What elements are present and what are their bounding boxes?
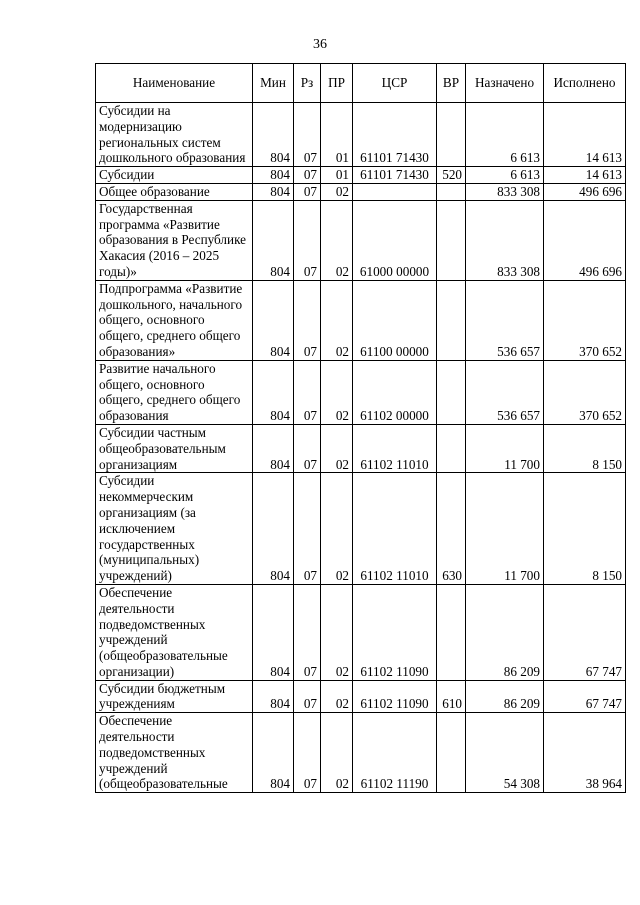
table-row <box>96 183 626 200</box>
row-vr <box>437 713 466 793</box>
table-row <box>96 200 626 280</box>
row-vr <box>437 183 466 200</box>
row-csr: 61101 71430 <box>353 167 437 184</box>
row-pr: 02 <box>321 713 353 793</box>
row-executed: 496 696 <box>544 183 626 200</box>
row-min: 804 <box>253 424 294 472</box>
row-csr <box>353 183 437 200</box>
row-pr: 02 <box>321 360 353 424</box>
row-rz: 07 <box>294 584 321 680</box>
row-name: Развитие начального общего, основного общего, среднего общего образования <box>96 360 253 424</box>
row-rz: 07 <box>294 280 321 360</box>
row-name: Государственная программа «Развитие образования в Республике Хакасия (2016 – 2025 годы)» <box>96 200 253 280</box>
row-min: 804 <box>253 360 294 424</box>
row-executed: 67 747 <box>544 584 626 680</box>
row-assigned: 833 308 <box>466 183 544 200</box>
header-executed: Исполнено <box>544 64 626 103</box>
row-min: 804 <box>253 103 294 167</box>
row-min: 804 <box>253 183 294 200</box>
header-vr: ВР <box>437 64 466 103</box>
table-row <box>96 167 626 184</box>
row-name: Субсидии <box>96 167 253 184</box>
row-vr <box>437 360 466 424</box>
row-csr: 61100 00000 <box>353 280 437 360</box>
row-assigned: 86 209 <box>466 680 544 713</box>
row-executed: 8 150 <box>544 424 626 472</box>
row-executed: 14 613 <box>544 103 626 167</box>
row-name: Субсидии на модернизацию региональных систем дошкольного образования <box>96 103 253 167</box>
row-name: Подпрограмма «Развитие дошкольного, начального общего, основного общего, среднего общего образования» <box>96 280 253 360</box>
row-executed: 496 696 <box>544 200 626 280</box>
row-assigned: 6 613 <box>466 103 544 167</box>
row-name: Обеспечение деятельности подведомственных учреждений (общеобразовательные <box>96 713 253 793</box>
table-row <box>96 584 626 680</box>
row-executed: 370 652 <box>544 360 626 424</box>
row-executed: 14 613 <box>544 167 626 184</box>
row-vr: 630 <box>437 473 466 585</box>
table-row <box>96 280 626 360</box>
header-name: Наименование <box>96 64 253 103</box>
row-vr: 520 <box>437 167 466 184</box>
table-row <box>96 424 626 472</box>
row-assigned: 536 657 <box>466 280 544 360</box>
budget-table <box>95 63 626 793</box>
row-assigned: 536 657 <box>466 360 544 424</box>
table-header-row <box>96 64 626 103</box>
row-assigned: 11 700 <box>466 473 544 585</box>
row-vr <box>437 103 466 167</box>
row-rz: 07 <box>294 680 321 713</box>
row-min: 804 <box>253 680 294 713</box>
row-csr: 61102 11010 <box>353 424 437 472</box>
table-row <box>96 360 626 424</box>
row-assigned: 54 308 <box>466 713 544 793</box>
row-vr <box>437 280 466 360</box>
header-csr: ЦСР <box>353 64 437 103</box>
row-csr: 61102 11190 <box>353 713 437 793</box>
row-pr: 02 <box>321 680 353 713</box>
row-executed: 67 747 <box>544 680 626 713</box>
row-rz: 07 <box>294 103 321 167</box>
row-rz: 07 <box>294 167 321 184</box>
header-assigned: Назначено <box>466 64 544 103</box>
header-min: Мин <box>253 64 294 103</box>
row-assigned: 833 308 <box>466 200 544 280</box>
row-min: 804 <box>253 167 294 184</box>
row-rz: 07 <box>294 713 321 793</box>
row-rz: 07 <box>294 200 321 280</box>
table-row <box>96 473 626 585</box>
row-min: 804 <box>253 473 294 585</box>
row-rz: 07 <box>294 183 321 200</box>
row-executed: 370 652 <box>544 280 626 360</box>
row-min: 804 <box>253 200 294 280</box>
row-rz: 07 <box>294 473 321 585</box>
row-min: 804 <box>253 713 294 793</box>
row-pr: 02 <box>321 473 353 585</box>
page-number: 36 <box>313 37 327 52</box>
row-executed: 38 964 <box>544 713 626 793</box>
row-csr: 61102 00000 <box>353 360 437 424</box>
row-min: 804 <box>253 280 294 360</box>
table-row <box>96 680 626 713</box>
row-assigned: 86 209 <box>466 584 544 680</box>
table-row <box>96 713 626 793</box>
row-name: Обеспечение деятельности подведомственных учреждений (общеобразовательные организации) <box>96 584 253 680</box>
row-executed: 8 150 <box>544 473 626 585</box>
row-pr: 02 <box>321 200 353 280</box>
row-rz: 07 <box>294 360 321 424</box>
row-assigned: 11 700 <box>466 424 544 472</box>
row-csr: 61000 00000 <box>353 200 437 280</box>
row-csr: 61102 11090 <box>353 584 437 680</box>
row-pr: 02 <box>321 584 353 680</box>
row-assigned: 6 613 <box>466 167 544 184</box>
header-rz: Рз <box>294 64 321 103</box>
row-pr: 01 <box>321 167 353 184</box>
row-csr: 61102 11090 <box>353 680 437 713</box>
row-name: Субсидии некоммерческим организациям (за исключением государственных (муниципальных) учреждений) <box>96 473 253 585</box>
table-row <box>96 103 626 167</box>
row-min: 804 <box>253 584 294 680</box>
row-csr: 61101 71430 <box>353 103 437 167</box>
row-vr <box>437 200 466 280</box>
row-rz: 07 <box>294 424 321 472</box>
row-vr <box>437 424 466 472</box>
row-pr: 02 <box>321 424 353 472</box>
row-pr: 02 <box>321 280 353 360</box>
row-pr: 02 <box>321 183 353 200</box>
row-name: Субсидии частным общеобразовательным организациям <box>96 424 253 472</box>
row-vr: 610 <box>437 680 466 713</box>
header-pr: ПР <box>321 64 353 103</box>
row-name: Общее образование <box>96 183 253 200</box>
row-pr: 01 <box>321 103 353 167</box>
row-name: Субсидии бюджетным учреждениям <box>96 680 253 713</box>
row-csr: 61102 11010 <box>353 473 437 585</box>
row-vr <box>437 584 466 680</box>
